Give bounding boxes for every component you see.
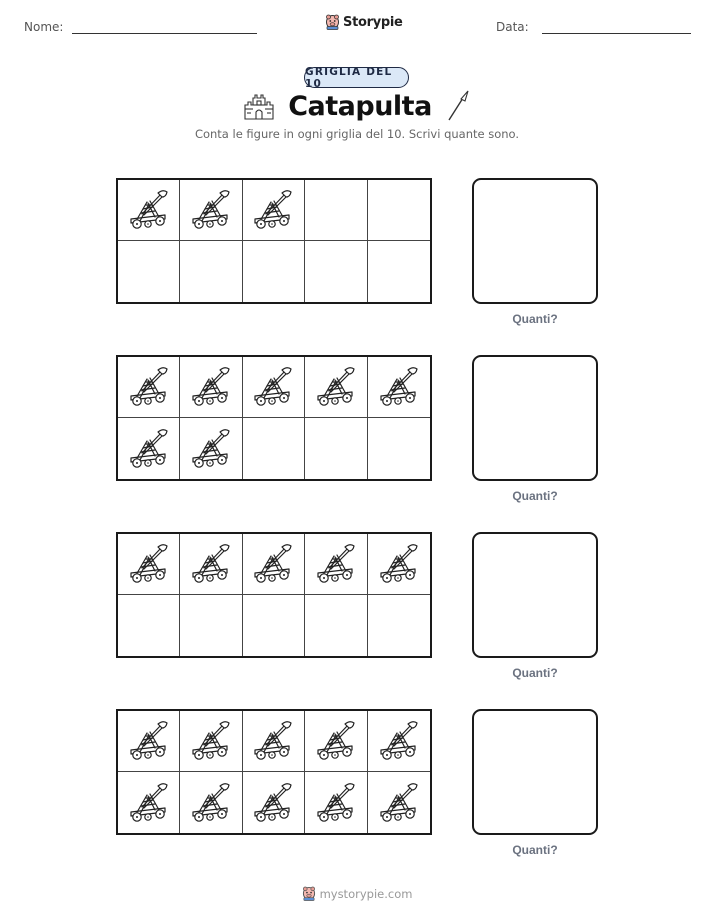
- catapult-icon: [314, 542, 358, 586]
- ten-frame-cell: [180, 357, 242, 418]
- ten-frame-cell: [180, 534, 242, 595]
- ten-frame-cell: [118, 418, 180, 479]
- catapult-icon: [377, 365, 421, 409]
- ten-frame-cell: [305, 357, 367, 418]
- ten-frame-cell: [118, 241, 180, 302]
- catapult-icon: [314, 365, 358, 409]
- ten-frame-cell: [368, 357, 430, 418]
- answer-label: Quanti?: [512, 489, 558, 503]
- ten-frame-cell: [180, 418, 242, 479]
- ten-frame-cell: [305, 180, 367, 241]
- ten-frame-cell: [243, 772, 305, 833]
- ten-frame-cell: [305, 772, 367, 833]
- answer-label: Quanti?: [512, 312, 558, 326]
- answer-box[interactable]: [472, 532, 598, 658]
- catapult-icon: [314, 719, 358, 763]
- ten-frame-cell: [305, 534, 367, 595]
- castle-icon: [244, 92, 274, 120]
- pig-mascot-icon: [325, 14, 340, 30]
- answer-label: Quanti?: [512, 843, 558, 857]
- ten-frame-cell: [118, 595, 180, 656]
- footer-site[interactable]: mystorypie.com: [319, 886, 413, 901]
- answer-box[interactable]: [472, 355, 598, 481]
- ten-frame-cell: [243, 241, 305, 302]
- pig-mascot-icon: [302, 886, 316, 901]
- ten-frame-cell: [305, 711, 367, 772]
- catapult-icon: [127, 542, 171, 586]
- ten-frame-cell: [243, 595, 305, 656]
- footer: [0, 886, 714, 901]
- ten-frame-cell: [180, 772, 242, 833]
- ten-frame-cell: [243, 418, 305, 479]
- ten-frame: [116, 355, 432, 481]
- ten-frame-cell: [305, 241, 367, 302]
- brand-logo: [325, 14, 403, 30]
- date-label: Data:: [496, 20, 529, 34]
- ten-frame-cell: [180, 711, 242, 772]
- ten-frame-cell: [118, 711, 180, 772]
- answer-box[interactable]: [472, 178, 598, 304]
- page-title: Catapulta: [288, 90, 432, 122]
- ten-frame-cell: [118, 180, 180, 241]
- catapult-icon: [127, 365, 171, 409]
- ten-frame-cell: [243, 534, 305, 595]
- ten-frame: [116, 178, 432, 304]
- date-line[interactable]: [542, 33, 691, 34]
- catapult-icon: [314, 781, 358, 825]
- catapult-icon: [251, 781, 295, 825]
- catapult-icon: [377, 542, 421, 586]
- ten-frame-cell: [368, 534, 430, 595]
- catapult-icon: [251, 719, 295, 763]
- instructions: Conta le figure in ogni griglia del 10. Scrivi quante sono.: [194, 127, 520, 141]
- ten-frame-cell: [180, 595, 242, 656]
- catapult-icon: [127, 188, 171, 232]
- ten-frame-cell: [305, 418, 367, 479]
- ten-frame: [116, 709, 432, 835]
- ten-frame-cell: [118, 534, 180, 595]
- catapult-icon: [127, 719, 171, 763]
- ten-frame-cell: [368, 418, 430, 479]
- answer-label: Quanti?: [512, 666, 558, 680]
- ten-frame-cell: [180, 180, 242, 241]
- ten-frame-cell: [368, 241, 430, 302]
- catapult-icon: [127, 427, 171, 471]
- ten-frame-cell: [118, 772, 180, 833]
- catapult-icon: [189, 719, 233, 763]
- ten-frame: [116, 532, 432, 658]
- ten-frame-cell: [368, 595, 430, 656]
- catapult-icon: [189, 188, 233, 232]
- name-line[interactable]: [72, 33, 257, 34]
- ten-frame-cell: [118, 357, 180, 418]
- catapult-icon: [251, 542, 295, 586]
- ten-frame-cell: [243, 357, 305, 418]
- ten-frame-cell: [368, 180, 430, 241]
- catapult-icon: [127, 781, 171, 825]
- ten-frame-cell: [368, 711, 430, 772]
- catapult-icon: [377, 781, 421, 825]
- catapult-icon: [251, 365, 295, 409]
- ten-frame-cell: [368, 772, 430, 833]
- ten-frame-cell: [243, 711, 305, 772]
- catapult-icon: [189, 781, 233, 825]
- answer-box[interactable]: [472, 709, 598, 835]
- name-label: Nome:: [24, 20, 64, 34]
- ten-frame-cell: [180, 241, 242, 302]
- brand-name: Storypie: [343, 14, 403, 30]
- spear-icon: [446, 90, 470, 122]
- ten-frame-cell: [243, 180, 305, 241]
- catapult-icon: [189, 427, 233, 471]
- catapult-icon: [377, 719, 421, 763]
- worksheet-type-badge: GRIGLIA DEL 10: [304, 67, 409, 88]
- catapult-icon: [189, 365, 233, 409]
- catapult-icon: [189, 542, 233, 586]
- catapult-icon: [251, 188, 295, 232]
- ten-frame-cell: [305, 595, 367, 656]
- title-row: [0, 90, 714, 122]
